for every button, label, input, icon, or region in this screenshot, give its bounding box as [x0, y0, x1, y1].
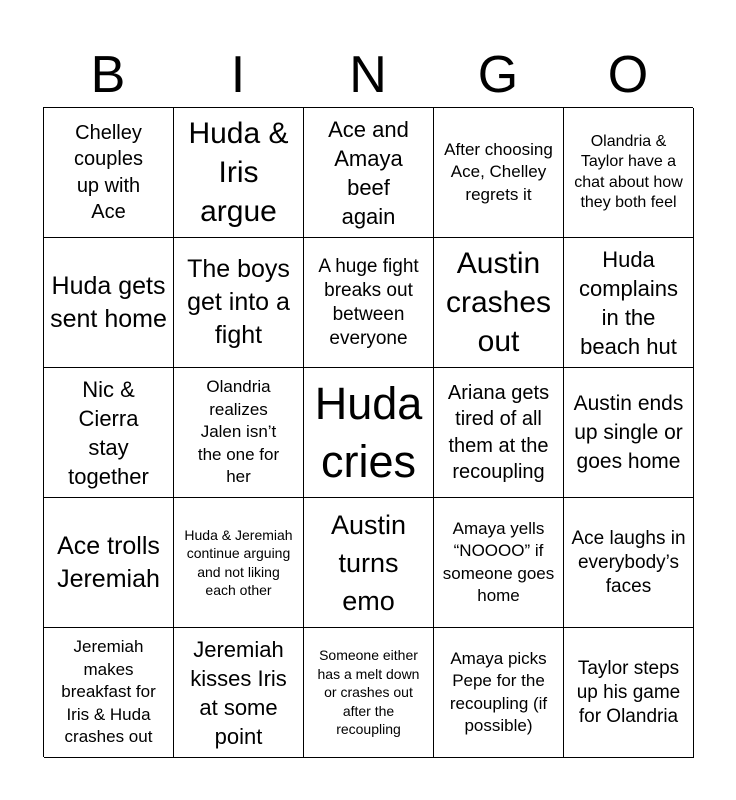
bingo-cell-r4c5[interactable]: [564, 498, 694, 628]
bingo-cell-r1c5[interactable]: [564, 108, 694, 238]
bingo-cell-r4c2[interactable]: [174, 498, 304, 628]
cell-text: Huda & Iris argue: [188, 117, 289, 228]
header-letter-i: I: [230, 46, 246, 104]
cell-text: Amaya yells “NOOOO” if someone goes home: [442, 518, 555, 605]
bingo-cell-r3c4[interactable]: [434, 368, 564, 498]
bingo-cell-r2c2[interactable]: [174, 238, 304, 368]
cell-text: Huda & Jeremiah continue arguing and not liking each other: [184, 526, 293, 598]
header-letter-b: B: [90, 46, 126, 104]
bingo-cell-r5c4[interactable]: [434, 628, 564, 758]
cell-text: Olandria & Taylor have a chat about how they both feel: [574, 132, 683, 211]
bingo-header: [43, 45, 693, 105]
bingo-cell-r2c5[interactable]: [564, 238, 694, 368]
cell-text: Huda complains in the beach hut: [578, 246, 679, 359]
bingo-cell-r1c4[interactable]: [434, 108, 564, 238]
cell-text: Austin turns emo: [330, 509, 407, 616]
cell-text: Someone either has a melt down or crashes out after the recoupling: [317, 647, 420, 738]
bingo-cell-r5c1[interactable]: [44, 628, 174, 758]
cell-text: The boys get into a fight: [187, 255, 290, 349]
cell-text: Jeremiah makes breakfast for Iris & Huda crashes out: [61, 637, 156, 747]
bingo-cell-r3c3[interactable]: [304, 368, 434, 498]
header-letter-n: N: [349, 46, 387, 104]
cell-text: Jeremiah kisses Iris at some point: [190, 636, 287, 749]
bingo-cell-r4c1[interactable]: [44, 498, 174, 628]
cell-text: Ace trolls Jeremiah: [57, 531, 160, 593]
cell-text: Ace laughs in everybody’s faces: [571, 527, 686, 597]
bingo-cell-r1c3[interactable]: [304, 108, 434, 238]
bingo-board: [43, 107, 693, 757]
cell-text: Ariana gets tired of all them at the recoupling: [447, 381, 550, 483]
cell-text: Chelley couples up with Ace: [74, 121, 143, 223]
cell-text: Olandria realizes Jalen isn’t the one for her: [197, 377, 280, 487]
bingo-cell-r5c2[interactable]: [174, 628, 304, 758]
cell-text: Austin crashes out: [445, 247, 552, 358]
cell-text: Nic & Cierra stay together: [68, 376, 149, 489]
bingo-cell-r4c3[interactable]: [304, 498, 434, 628]
cell-text: Austin ends up single or goes home: [573, 392, 684, 473]
cell-text: Huda cries: [314, 377, 423, 487]
header-letter-g: G: [477, 46, 519, 104]
bingo-cell-r4c4[interactable]: [434, 498, 564, 628]
cell-text: Taylor steps up his game for Olandria: [576, 657, 681, 727]
header-letter-o: O: [607, 46, 649, 104]
cell-text: A huge fight breaks out between everyone: [318, 255, 419, 349]
bingo-cell-r2c1[interactable]: [44, 238, 174, 368]
bingo-cell-r3c1[interactable]: [44, 368, 174, 498]
bingo-cell-r1c2[interactable]: [174, 108, 304, 238]
bingo-cell-r5c5[interactable]: [564, 628, 694, 758]
cell-text: After choosing Ace, Chelley regrets it: [444, 139, 553, 204]
bingo-cell-r3c5[interactable]: [564, 368, 694, 498]
cell-text: Huda gets sent home: [50, 271, 167, 333]
bingo-cell-r2c4[interactable]: [434, 238, 564, 368]
cell-text: Amaya picks Pepe for the recoupling (if possible): [449, 648, 548, 735]
bingo-cell-r5c3[interactable]: [304, 628, 434, 758]
bingo-cell-r3c2[interactable]: [174, 368, 304, 498]
bingo-cell-r1c1[interactable]: [44, 108, 174, 238]
cell-text: Ace and Amaya beef again: [328, 116, 409, 229]
bingo-cell-r2c3[interactable]: [304, 238, 434, 368]
